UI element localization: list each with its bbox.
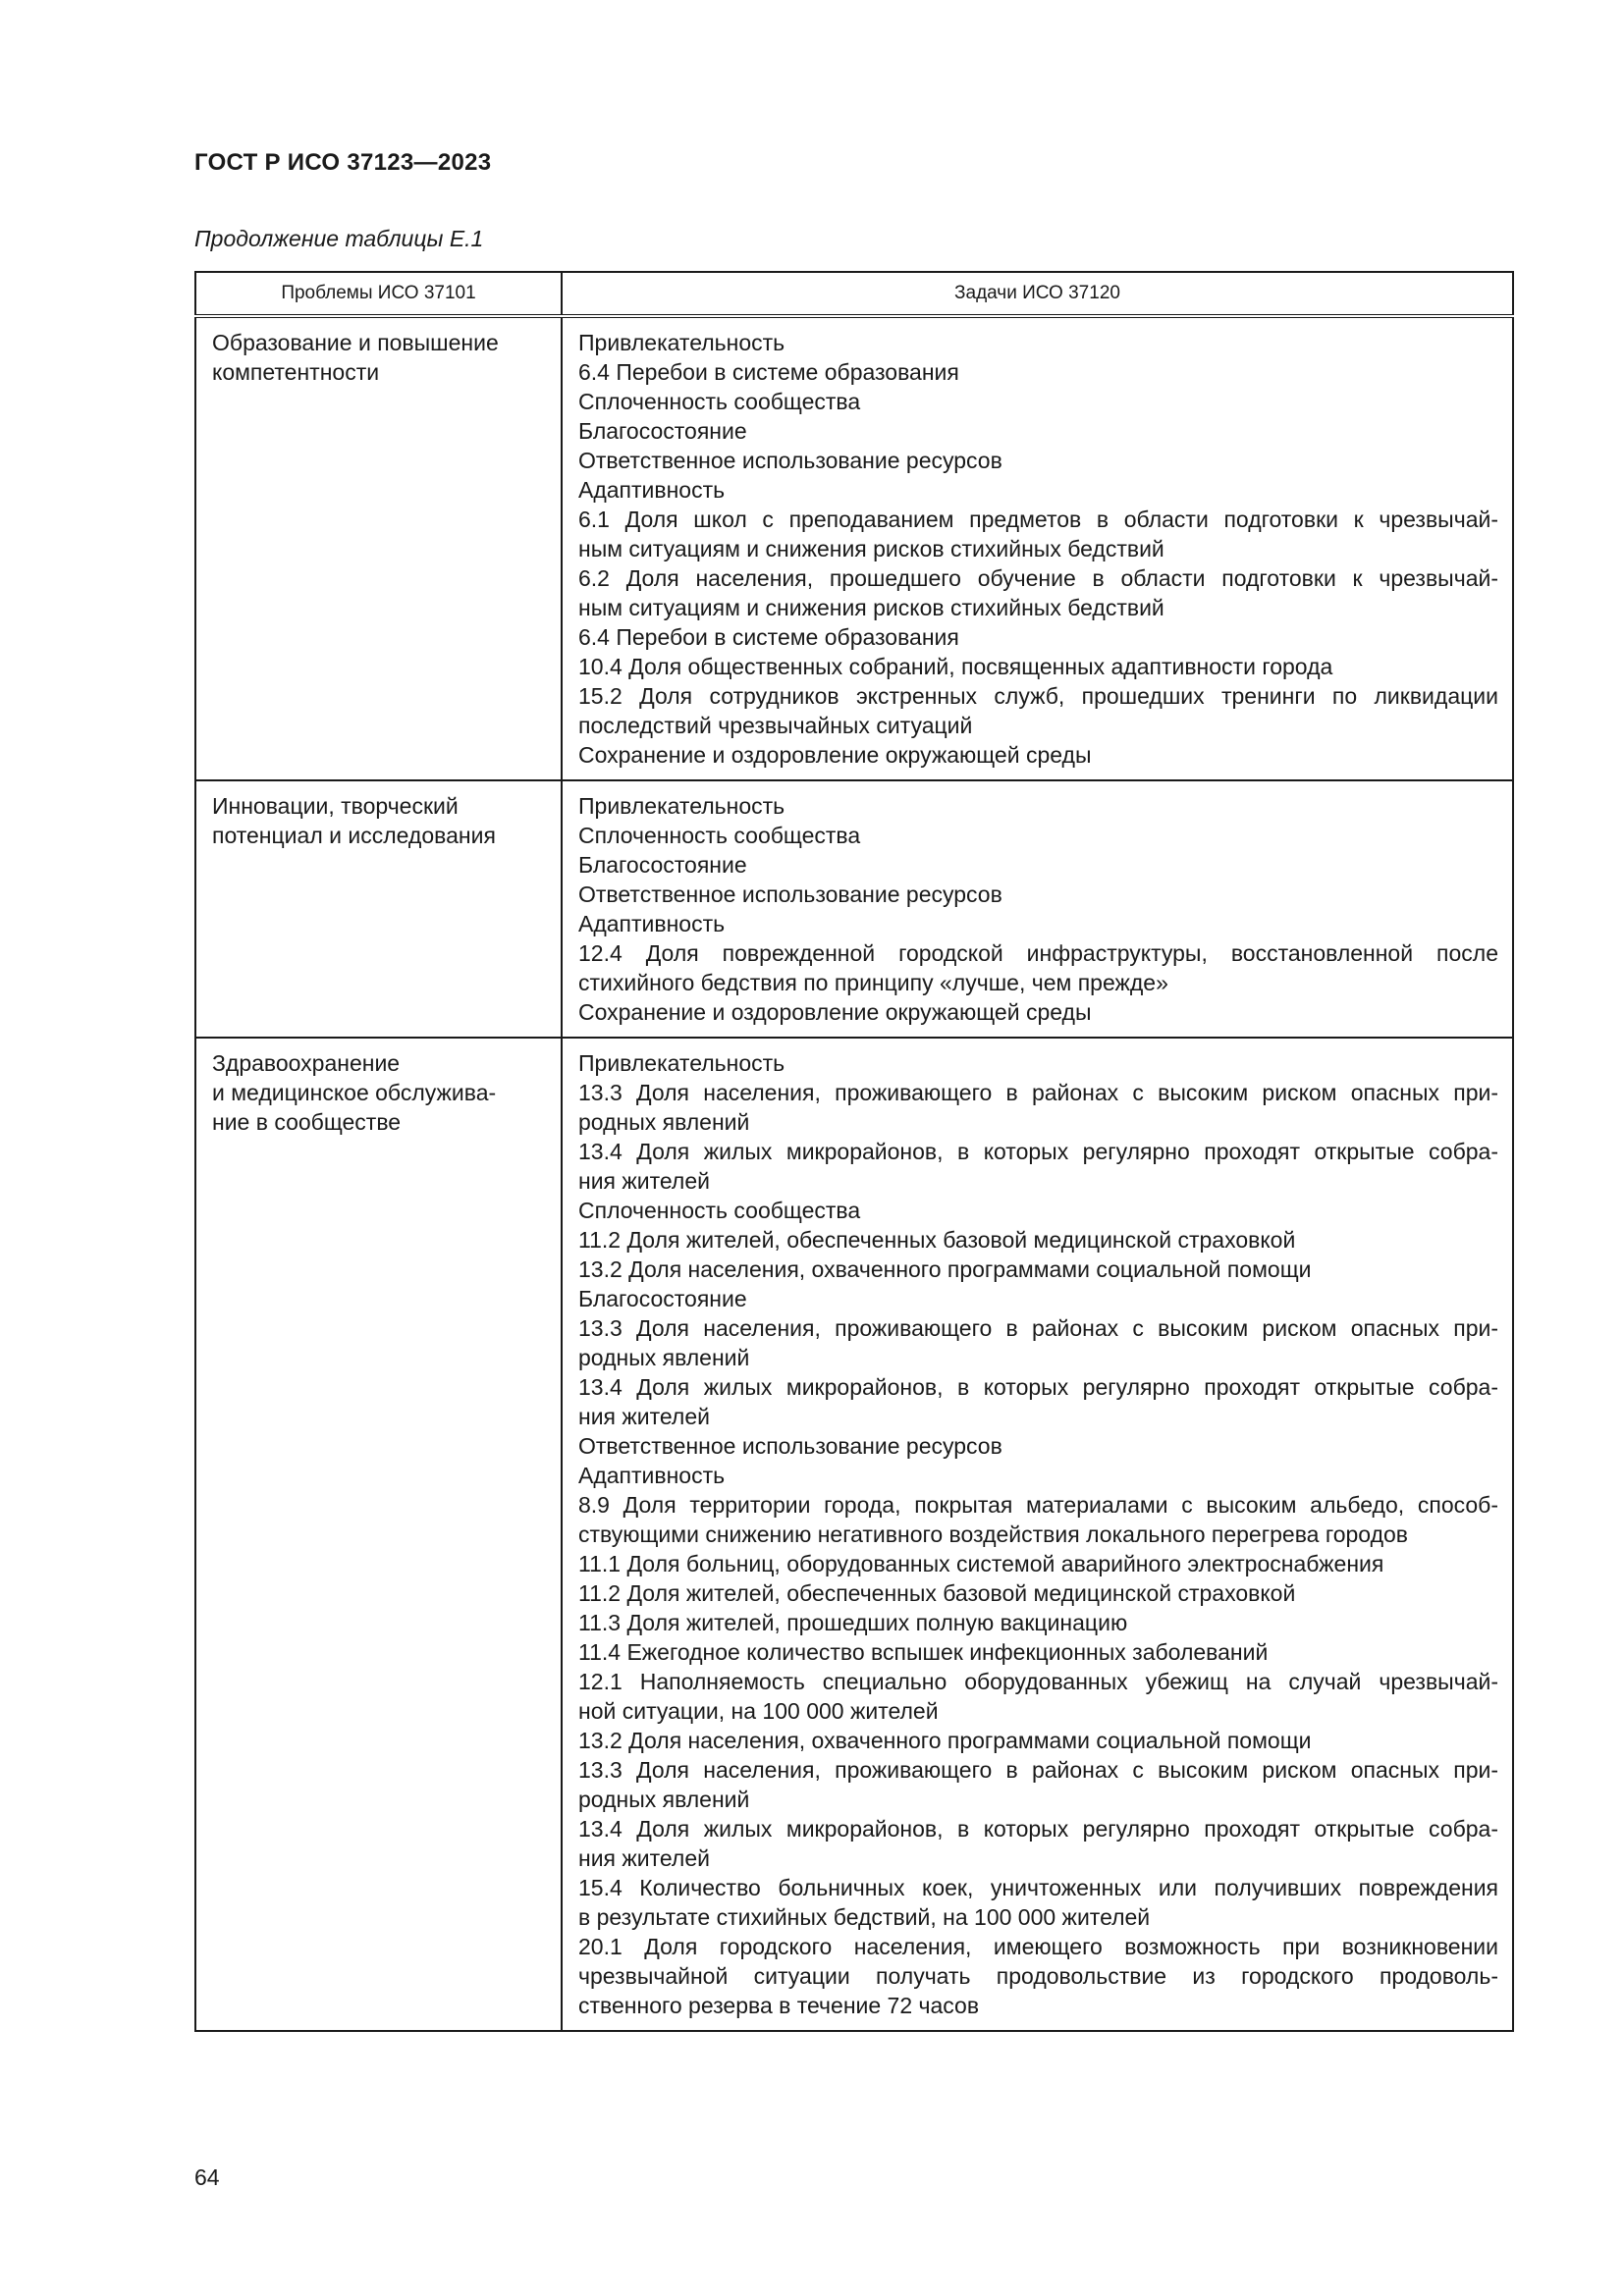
task-line: стихийного бедствия по принципу «лучше, чем прежде» (578, 970, 1168, 995)
task-line: Привлекательность (578, 1050, 785, 1076)
table-row (195, 1038, 1513, 2031)
task-line: Ответственное использование ресурсов (578, 448, 1002, 473)
table-row (195, 316, 1513, 780)
task-line: 13.3 Доля населения, проживающего в районах с высоким риском опасных при- (578, 1757, 1498, 1783)
mapping-table (194, 271, 1514, 2032)
task-line: Сохранение и оздоровление окружающей среды (578, 999, 1092, 1025)
column-header-tasks: Задачи ИСО 37120 (562, 272, 1513, 316)
task-line: Адаптивность (578, 1463, 726, 1488)
problem-line: потенциал и исследования (212, 823, 496, 848)
task-line: Привлекательность (578, 330, 785, 355)
table-row (195, 780, 1513, 1038)
tasks-cell (562, 780, 1513, 1038)
task-line: ния жителей (578, 1404, 710, 1429)
problem-line: и медицинское обслужива- (212, 1080, 497, 1105)
task-line: в результате стихийных бедствий, на 100 000 жителей (578, 1904, 1151, 1930)
problem-line: Образование и повышение (212, 330, 499, 355)
task-line: ствующими снижению негативного воздействия локального перегрева городов (578, 1522, 1409, 1547)
task-line: Ответственное использование ресурсов (578, 881, 1002, 907)
table-caption: Продолжение таблицы Е.1 (194, 226, 484, 251)
task-line: Адаптивность (578, 911, 726, 936)
task-line: Ответственное использование ресурсов (578, 1433, 1002, 1459)
task-line: 20.1 Доля городского населения, имеющего возможность при возникновении (578, 1934, 1498, 1959)
task-line: Благосостояние (578, 1286, 747, 1311)
table-header-row (195, 272, 1513, 316)
tasks-cell (562, 316, 1513, 780)
problem-cell (195, 780, 562, 1038)
problem-line: Здравоохранение (212, 1050, 401, 1076)
task-line: родных явлений (578, 1345, 750, 1370)
task-line: 15.4 Количество больничных коек, уничтоженных или получивших повреждения (578, 1875, 1498, 1900)
task-line: родных явлений (578, 1787, 750, 1812)
task-line: ным ситуациям и снижения рисков стихийных бедствий (578, 536, 1164, 561)
problem-line: компетентности (212, 359, 380, 385)
task-line: 11.1 Доля больниц, оборудованных системой аварийного электроснабжения (578, 1551, 1384, 1576)
problem-line: Инновации, творческий (212, 793, 459, 819)
task-line: ным ситуациям и снижения рисков стихийных бедствий (578, 595, 1164, 620)
task-line: Благосостояние (578, 418, 747, 444)
task-line: 11.3 Доля жителей, прошедших полную вакцинацию (578, 1610, 1128, 1635)
task-line: 13.4 Доля жилых микрорайонов, в которых регулярно проходят открытые собра- (578, 1139, 1498, 1164)
column-header-problems: Проблемы ИСО 37101 (195, 272, 562, 316)
task-line: 6.1 Доля школ с преподаванием предметов в области подготовки к чрезвычай- (578, 507, 1498, 532)
task-line: 11.2 Доля жителей, обеспеченных базовой медицинской страховкой (578, 1580, 1296, 1606)
task-line: ственного резерва в течение 72 часов (578, 1993, 980, 2018)
problem-line: ние в сообществе (212, 1109, 402, 1135)
task-line: Сохранение и оздоровление окружающей среды (578, 742, 1092, 768)
problem-cell (195, 1038, 562, 2031)
task-line: Благосостояние (578, 852, 747, 878)
task-line: ния жителей (578, 1845, 710, 1871)
task-line: 13.2 Доля населения, охваченного программами социальной помощи (578, 1256, 1312, 1282)
task-line: 8.9 Доля территории города, покрытая материалами с высоким альбедо, способ- (578, 1492, 1498, 1518)
task-line: 12.4 Доля поврежденной городской инфраструктуры, восстановленной после (578, 940, 1498, 966)
task-line: 11.4 Ежегодное количество вспышек инфекционных заболеваний (578, 1639, 1269, 1665)
problem-cell (195, 316, 562, 780)
task-line: 13.3 Доля населения, проживающего в районах с высоким риском опасных при- (578, 1315, 1498, 1341)
task-line: последствий чрезвычайных ситуаций (578, 713, 973, 738)
task-line: 12.1 Наполняемость специально оборудованных убежищ на случай чрезвычай- (578, 1669, 1498, 1694)
task-line: 6.2 Доля населения, прошедшего обучение в области подготовки к чрезвычай- (578, 565, 1498, 591)
task-line: 11.2 Доля жителей, обеспеченных базовой медицинской страховкой (578, 1227, 1296, 1253)
task-line: 13.4 Доля жилых микрорайонов, в которых регулярно проходят открытые собра- (578, 1816, 1498, 1842)
task-line: 15.2 Доля сотрудников экстренных служб, прошедших тренинги по ликвидации (578, 683, 1498, 709)
tasks-cell (562, 1038, 1513, 2031)
task-line: 13.2 Доля населения, охваченного программами социальной помощи (578, 1728, 1312, 1753)
task-line: 13.3 Доля населения, проживающего в районах с высоким риском опасных при- (578, 1080, 1498, 1105)
task-line: Сплоченность сообщества (578, 823, 861, 848)
task-line: 10.4 Доля общественных собраний, посвященных адаптивности города (578, 654, 1333, 679)
task-line: Сплоченность сообщества (578, 1198, 861, 1223)
task-line: ной ситуации, на 100 000 жителей (578, 1698, 939, 1724)
task-line: чрезвычайной ситуации получать продовольствие из городского продоволь- (578, 1963, 1498, 1989)
task-line: родных явлений (578, 1109, 750, 1135)
task-line: 6.4 Перебои в системе образования (578, 359, 959, 385)
task-line: 13.4 Доля жилых микрорайонов, в которых регулярно проходят открытые собра- (578, 1374, 1498, 1400)
task-line: Сплоченность сообщества (578, 389, 861, 414)
page-number: 64 (194, 2164, 220, 2190)
task-line: Привлекательность (578, 793, 785, 819)
task-line: Адаптивность (578, 477, 726, 503)
task-line: ния жителей (578, 1168, 710, 1194)
document-code: ГОСТ Р ИСО 37123—2023 (194, 149, 492, 176)
task-line: 6.4 Перебои в системе образования (578, 624, 959, 650)
